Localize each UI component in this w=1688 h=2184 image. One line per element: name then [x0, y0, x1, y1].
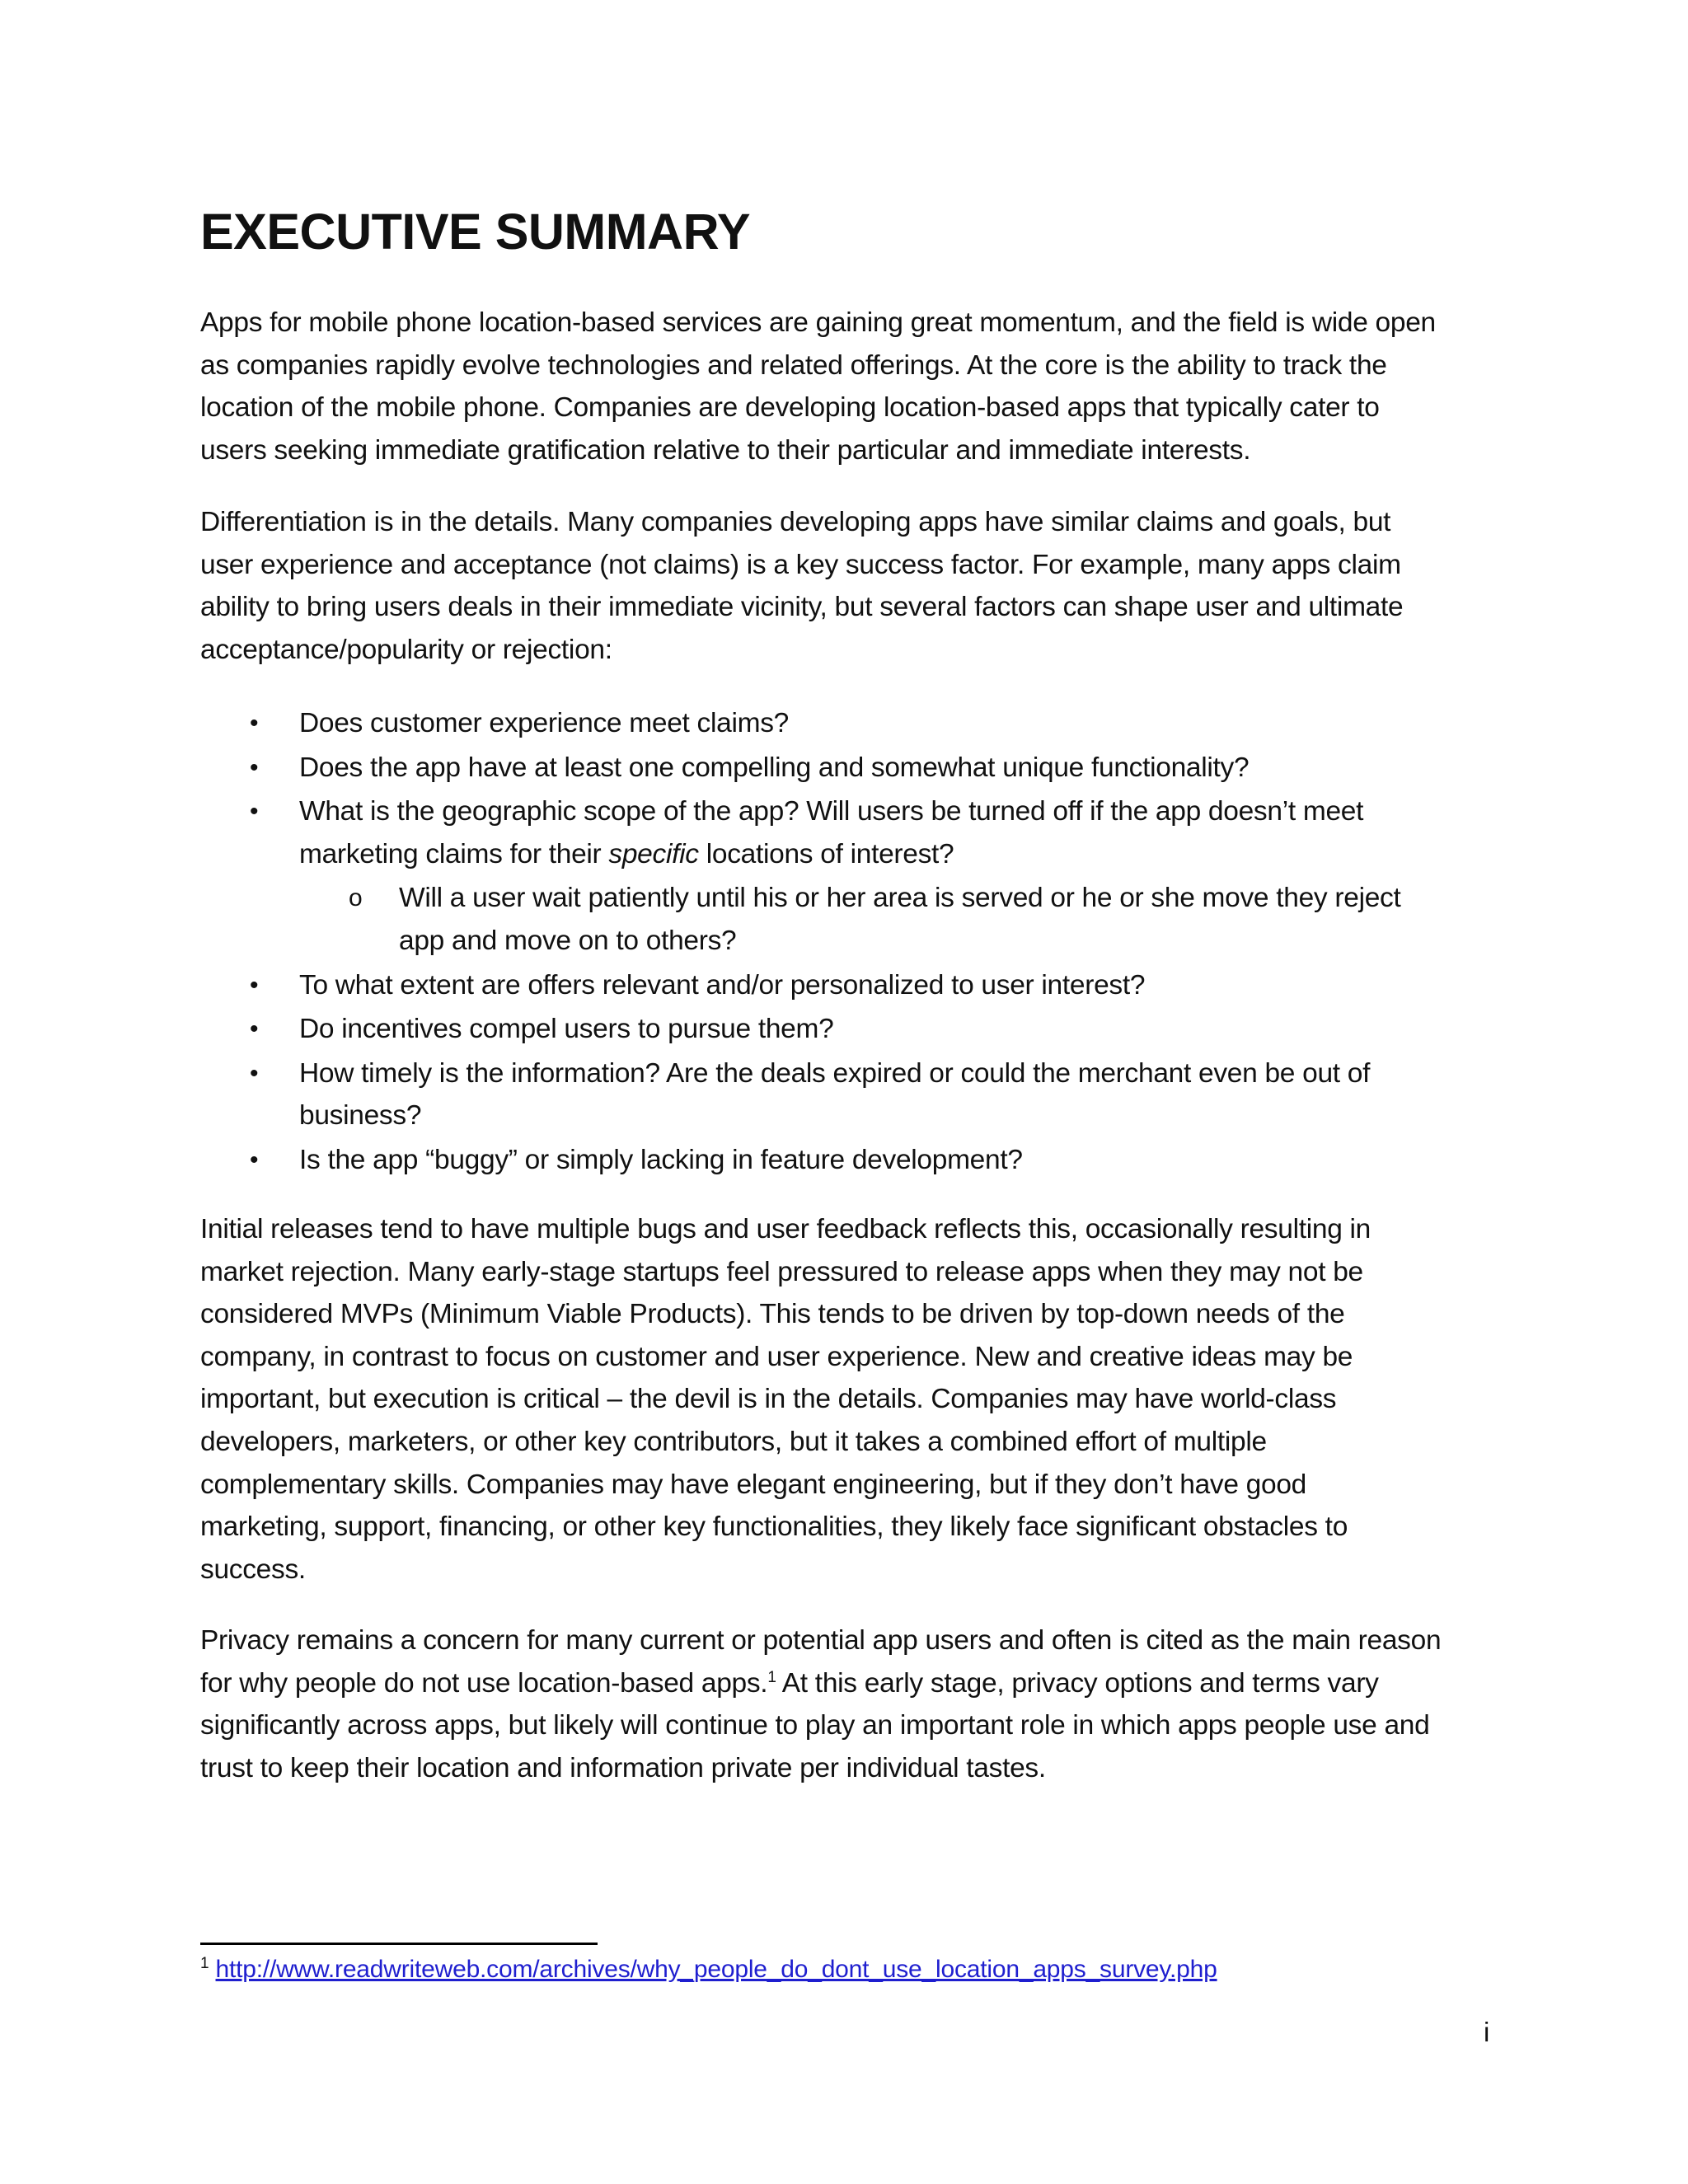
footnote — [200, 1952, 1217, 1988]
paragraph-line — [200, 1662, 1503, 1705]
list-item — [200, 1052, 1519, 1137]
list-item-text: What is the geographic scope of the app? Will users be turned off if the app doesn’t meet — [299, 796, 1364, 827]
paragraph-line: Differentiation is in the details. Many companies developing apps have similar claims and goals, but — [200, 507, 1391, 537]
bullet-icon: • — [250, 798, 259, 826]
releases-paragraph — [200, 1208, 1503, 1591]
list-item-text: Will a user wait patiently until his or her area is served or he or she move they reject — [399, 883, 1401, 914]
paragraph-line: marketing, support, financing, or other key functionalities, they likely face significant obstacles to — [200, 1511, 1348, 1543]
paragraph-line: developers, marketers, or other key contributors, but it takes a combined effort of multiple — [200, 1426, 1267, 1457]
paragraph-line: acceptance/popularity or rejection: — [200, 634, 612, 665]
list-item-text: Is the app “buggy” or simply lacking in feature development? — [299, 1144, 1023, 1175]
list-item — [200, 747, 1519, 790]
footnote-link[interactable]: http://www.readwriteweb.com/archives/why_people_do_dont_use_location_apps_survey.php — [215, 1956, 1217, 1983]
paragraph-line: ability to bring users deals in their immediate vicinity, but several factors can shape user and ultimate — [200, 592, 1404, 623]
circle-bullet-icon: o — [349, 884, 363, 912]
bullet-icon: • — [250, 1015, 259, 1043]
list-item — [200, 702, 1519, 745]
text-segment: marketing claims for their — [299, 838, 609, 869]
list-item — [200, 1008, 1519, 1051]
bullet-icon: • — [250, 971, 259, 999]
text-segment: At this early stage, privacy options and terms vary — [776, 1667, 1379, 1699]
footnote-reference[interactable]: 1 — [767, 1668, 776, 1686]
paragraph-line: considered MVPs (Minimum Viable Products). This tends to be driven by top-down needs of the — [200, 1299, 1345, 1330]
paragraph-line: company, in contrast to focus on customer and user experience. New and creative ideas may be — [200, 1341, 1353, 1372]
privacy-paragraph — [200, 1619, 1503, 1789]
list-item-text: To what extent are offers relevant and/or personalized to user interest? — [299, 969, 1146, 1001]
paragraph-line: location of the mobile phone. Companies are developing location-based apps that typically cater to — [200, 392, 1380, 424]
bullet-icon: • — [250, 710, 259, 737]
list-item-text: app and move on to others? — [399, 925, 737, 956]
paragraph-line: users seeking immediate gratification relative to their particular and immediate interests. — [200, 434, 1251, 466]
sub-list-item — [200, 877, 1519, 962]
paragraph-line: success. — [200, 1554, 306, 1585]
bullet-icon: • — [250, 753, 259, 781]
paragraph-line: significantly across apps, but likely will continue to play an important role in which apps people use and — [200, 1710, 1430, 1741]
paragraph-line: Initial releases tend to have multiple bugs and user feedback reflects this, occasionally resulting in — [200, 1214, 1372, 1244]
paragraph-line: Apps for mobile phone location-based services are gaining great momentum, and the field is wide open — [200, 307, 1436, 338]
list-item — [200, 790, 1519, 875]
list-item-text: Does customer experience meet claims? — [299, 708, 790, 738]
paragraph-line: important, but execution is critical – the devil is in the details. Companies may have world-class — [200, 1384, 1337, 1415]
footnote-divider — [200, 1943, 598, 1945]
bullet-icon: • — [250, 1146, 259, 1174]
paragraph-line: complementary skills. Companies may have elegant engineering, but if they don’t have good — [200, 1469, 1307, 1500]
differentiation-paragraph — [200, 501, 1503, 671]
paragraph-line: user experience and acceptance (not claims) is a key success factor. For example, many apps claim — [200, 549, 1401, 580]
paragraph-line: as companies rapidly evolve technologies and related offerings. At the core is the ability to track the — [200, 349, 1387, 381]
bullet-icon: • — [250, 1059, 259, 1087]
list-item-text — [299, 833, 1519, 876]
emphasis-text: specific — [608, 838, 699, 869]
page-number: i — [1484, 2017, 1490, 2047]
list-item — [200, 1139, 1519, 1182]
list-item-text: Do incentives compel users to pursue them? — [299, 1014, 834, 1045]
list-item — [200, 964, 1519, 1007]
paragraph-line: Privacy remains a concern for many current or potential app users and often is cited as the main reason — [200, 1625, 1442, 1656]
intro-paragraph — [200, 302, 1503, 471]
list-item-text: How timely is the information? Are the deals expired or could the merchant even be out of — [299, 1057, 1371, 1089]
text-segment: locations of interest? — [698, 838, 954, 869]
list-item-text: business? — [299, 1100, 422, 1132]
footnote-number: 1 — [200, 1955, 209, 1972]
page-title: EXECUTIVE SUMMARY — [200, 204, 751, 260]
paragraph-line: trust to keep their location and information private per individual tastes. — [200, 1752, 1046, 1783]
paragraph-line: market rejection. Many early-stage startups feel pressured to release apps when they may not be — [200, 1256, 1363, 1287]
text-segment: for why people do not use location-based apps. — [200, 1667, 768, 1699]
factors-bullet-list — [200, 702, 1519, 1183]
list-item-text: Does the app have at least one compelling and somewhat unique functionality? — [299, 752, 1250, 783]
